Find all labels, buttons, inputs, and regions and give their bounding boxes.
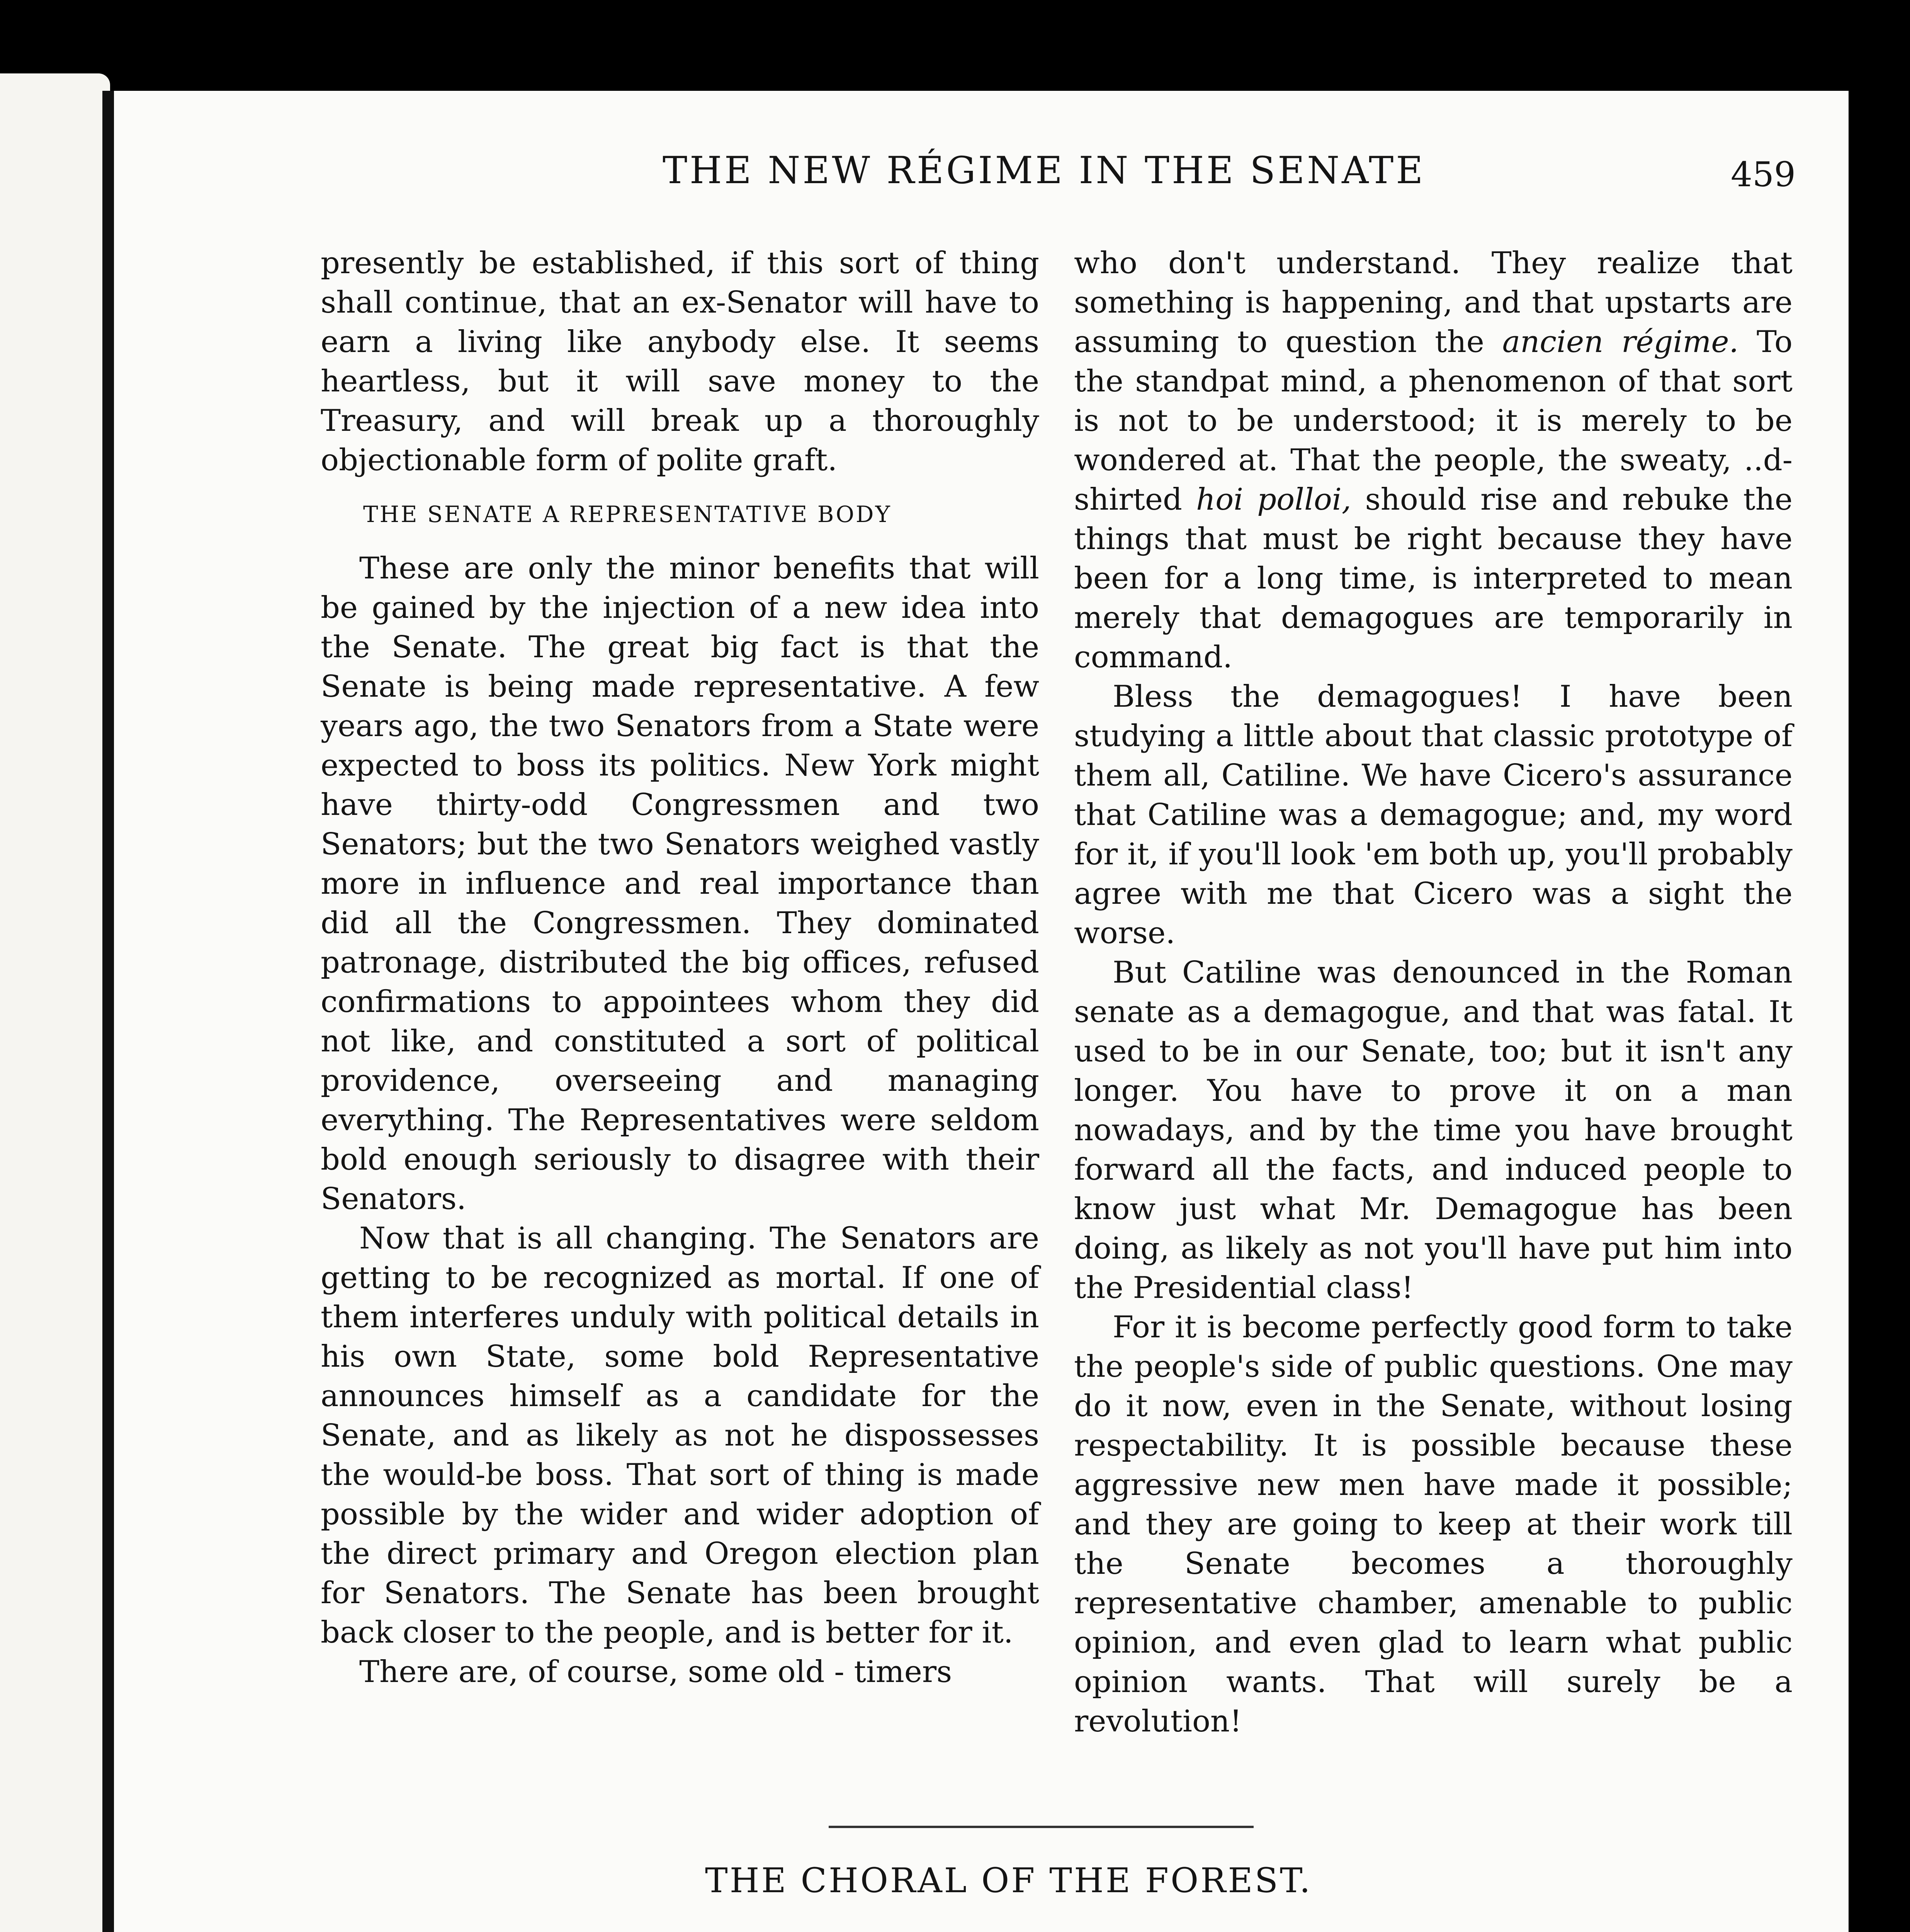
paragraph: presently be established, if this sort of thing shall continue, that an ex-Senator will have to earn a living like anybody else. It seems heartless, but it will save money to the Treasury, and will break up a thoroughly objectionable form of polite graft.: [321, 246, 1039, 478]
section-subhead: THE SENATE A REPRESENTATIVE BODY: [363, 501, 892, 527]
italic-phrase: ancien régime.: [1502, 325, 1739, 359]
paragraph: Bless the demagogues! I have been studying a little about that classic prototype of them all, Catiline. We have Cicero's assurance that Catiline was a demagogue; and, my word for it, if you'll look 'em both up, you'll probably agree with me that Cicero was a sight the worse.: [1074, 679, 1793, 951]
left-column: [321, 243, 1039, 1692]
page-number: 459: [1731, 155, 1796, 194]
italic-phrase: hoi polloi,: [1196, 482, 1351, 517]
section-divider: [829, 1826, 1254, 1828]
text-run: who don't understand. They realize that something is happening, and that upstarts are assuming to question the: [1074, 246, 1793, 359]
text-run: should rise and rebuke the things that must be right because they have been for a long time, is interpreted to mean merely that demagogues are temporarily in command.: [1074, 482, 1793, 675]
paragraph: For it is become perfectly good form to take the people's side of public questions. One may do it now, even in the Senate, without losing respectability. It is possible because these aggressive new men have made it possible; and they are going to keep at their work till the Senate becomes a thoroughly representative chamber, amenable to public opinion, and even glad to learn what public opinion wants. That will surely be a revolution!: [1074, 1310, 1793, 1739]
running-title: THE NEW RÉGIME IN THE SENATE: [663, 149, 1426, 192]
previous-page-edge: [0, 73, 110, 1932]
book-page: [102, 91, 1849, 1932]
right-column: [1074, 243, 1793, 1741]
paragraph: [1074, 243, 1793, 677]
paragraph: There are, of course, some old - timers: [359, 1655, 952, 1689]
paragraph: Now that is all changing. The Senators are getting to be recognized as mortal. If one of them interferes unduly with political details in his own State, some bold Representative announces himself as a candidate for the Senate, and as likely as not he dispossesses the would-be boss. That sort of thing is made possible by the wider and wider adoption of the direct primary and Oregon election plan for Senators. The Senate has been brought back closer to the people, and is better for it.: [321, 1221, 1039, 1650]
poem-title: THE CHORAL OF THE FOREST.: [705, 1861, 1312, 1900]
text-run: To the standpat mind, a phenomenon of that sort is not to be understood; it is merely to be wondered at. That the people, the sweaty, ..d-shirted: [1074, 325, 1793, 517]
paragraph: But Catiline was denounced in the Roman senate as a demagogue, and that was fatal. It used to be in our Senate, too; but it isn't any longer. You have to prove it on a man nowadays, and by the time you have brought forward all the facts, and induced people to know just what Mr. Demagogue has been doing, as likely as not you'll have put him into the Presidential class!: [1074, 955, 1793, 1305]
paragraph: These are only the minor benefits that will be gained by the injection of a new idea into the Senate. The great big fact is that the Senate is being made representative. A few years ago, the two Senators from a State were expected to boss its politics. New York might have thirty-odd Congressmen and two Senators; but the two Senators weighed vastly more in influence and real importance than did all the Congressmen. They dominated patronage, distributed the big offices, refused confirmations to appointees whom they did not like, and constituted a sort of political providence, overseeing and managing everything. The Representatives were seldom bold enough seriously to disagree with their Senators.: [321, 551, 1039, 1216]
